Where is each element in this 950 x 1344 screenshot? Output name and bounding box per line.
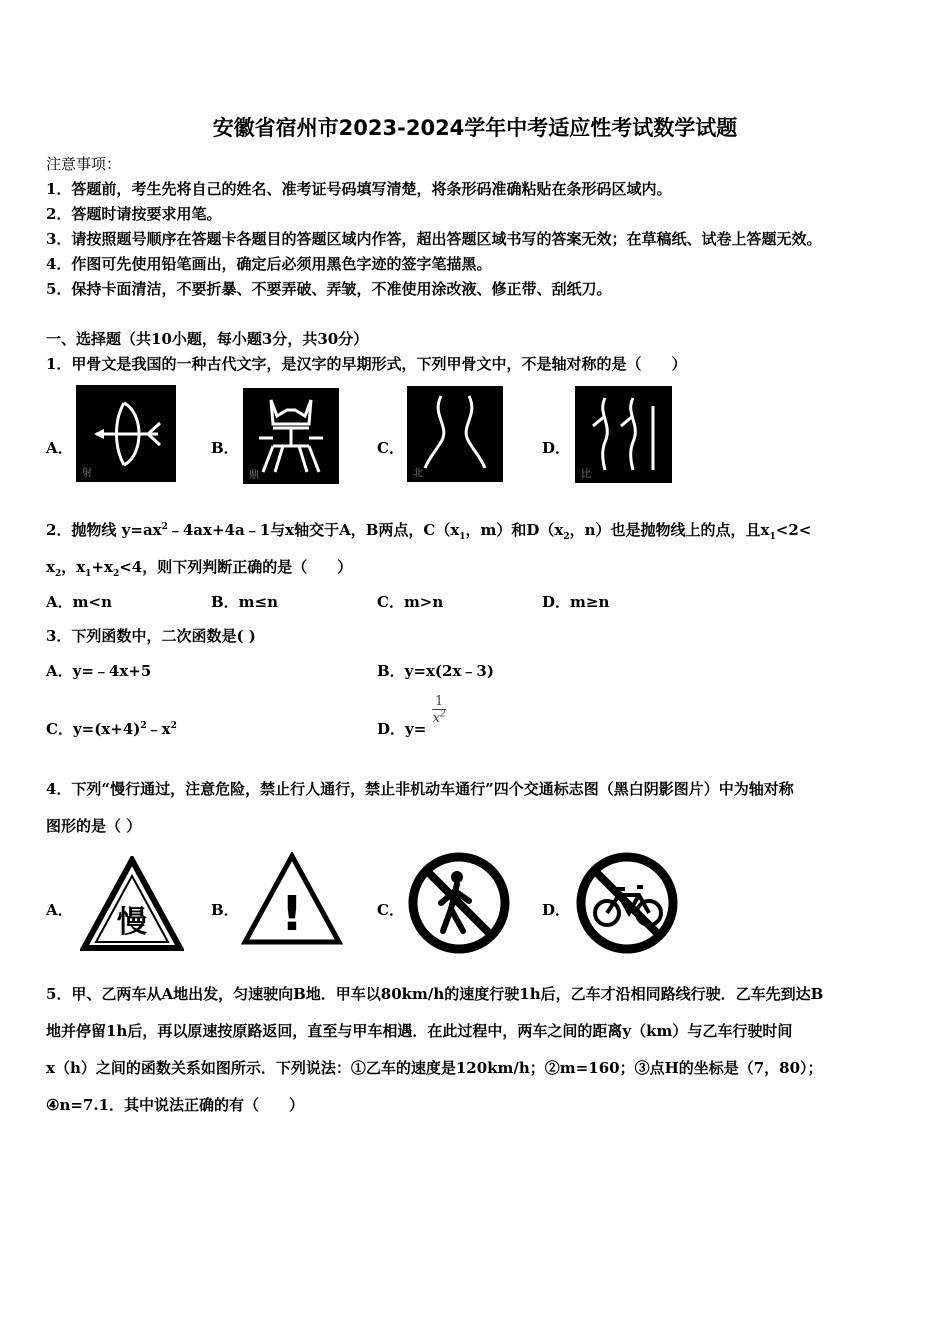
question-5-line-2: 地并停留1h后，再以原速按原路返回，直至与甲车相遇．在此过程中，两车之间的距离y（km）与乙车行驶时间 xyxy=(46,1022,793,1040)
q3-option-b[interactable]: B．y=x(2x﹣3) xyxy=(377,662,494,680)
q2-option-c[interactable]: C．m>n xyxy=(377,593,444,611)
slow-sign-text: 慢 xyxy=(117,905,147,940)
warning-sign-text: ! xyxy=(281,886,303,942)
q2-option-d[interactable]: D．m≥n xyxy=(542,593,610,611)
question-1-text: 1．甲骨文是我国的一种古代文字，是汉字的早期形式，下列甲骨文中，不是轴对称的是（ ） xyxy=(46,355,687,373)
note-item: 5．保持卡面清洁，不要折暴、不要弄破、弄皱，不准使用涂改液、修正带、刮纸刀。 xyxy=(46,280,612,298)
q2-option-b[interactable]: B．m≤n xyxy=(211,593,279,611)
q4-option-c-label[interactable]: C． xyxy=(377,901,404,919)
glyph-caption: 比 xyxy=(581,469,591,480)
oracle-glyph-bei-image xyxy=(407,386,503,482)
q2-option-a[interactable]: A．m<n xyxy=(46,593,112,611)
question-5-line-4: ④n=7.1．其中说法正确的有（ ） xyxy=(46,1096,305,1114)
q3-option-c[interactable]: C．$y=(x+4)^2﹣x^2$ xyxy=(46,720,177,738)
glyph-caption: 鼎 xyxy=(249,470,259,481)
note-item: 4．作图可先使用铅笔画出，确定后必须用黑色字迹的签字笔描黑。 xyxy=(46,255,492,273)
q3-option-d[interactable]: D．y= xyxy=(377,720,427,738)
notes-heading: 注意事项： xyxy=(46,155,122,173)
slow-sign-icon xyxy=(80,856,184,952)
glyph-caption: 北 xyxy=(413,468,423,479)
note-item: 1．答题前，考生先将自己的姓名、准考证号码填写清楚，将条形码准确粘贴在条形码区域内。 xyxy=(46,180,672,198)
question-5-line-1: 5．甲、乙两车从A地出发，匀速驶向B地．甲车以80km/h的速度行驶1h后，乙车才沿相同路线行驶．乙车先到达B xyxy=(46,985,824,1003)
question-4-line-1: 4．下列“慢行通过，注意危险，禁止行人通行，禁止非机动车通行”四个交通标志图（黑白阴影图片）中为轴对称 xyxy=(46,780,794,798)
q4-option-b-label[interactable]: B． xyxy=(211,901,239,919)
page-title: 安徽省宿州市2023-2024学年中考适应性考试数学试题 xyxy=(212,116,738,140)
question-4-line-2: 图形的是（ ） xyxy=(46,817,142,835)
glyph-caption: 射 xyxy=(82,468,92,479)
q4-option-a-label[interactable]: A． xyxy=(46,901,73,919)
no-bicycle-sign-icon xyxy=(575,851,679,955)
question-5-line-3: x（h）之间的函数关系如图所示．下列说法：①乙车的速度是120km/h；②m=160；③点H的坐标是（7，80）； xyxy=(46,1059,823,1077)
question-2-line-1: 2．抛物线 $y=ax^2﹣4ax+4a﹣1$与x轴交于A，B两点，$C(x_1$，m）和$D(x_2$，n）也是抛物线上的点，且$x_1<2<$ xyxy=(46,521,812,542)
question-3-text: 3．下列函数中，二次函数是( ) xyxy=(46,627,256,645)
no-pedestrian-sign-icon xyxy=(407,851,511,955)
q1-option-c-label[interactable]: C． xyxy=(377,439,404,457)
warning-sign-icon xyxy=(241,852,343,946)
oracle-glyph-ding-image xyxy=(243,388,339,484)
q3-option-d-fraction: $\frac{1}{x^2}$ xyxy=(432,694,446,727)
q4-option-d-label[interactable]: D． xyxy=(542,901,571,919)
q1-option-a-label[interactable]: A． xyxy=(46,439,73,457)
section-heading: 一、选择题（共10小题，每小题3分，共30分） xyxy=(46,330,369,348)
note-item: 3．请按照题号顺序在答题卡各题目的答题区域内作答，超出答题区域书写的答案无效；在草稿纸、试卷上答题无效。 xyxy=(46,230,822,248)
q1-option-b-label[interactable]: B． xyxy=(211,439,239,457)
oracle-glyph-bi-image xyxy=(575,386,672,483)
q3-option-a[interactable]: A．y=﹣4x+5 xyxy=(46,662,152,680)
note-item: 2．答题时请按要求用笔。 xyxy=(46,205,222,223)
q1-option-d-label[interactable]: D． xyxy=(542,439,571,457)
oracle-glyph-she-image xyxy=(76,385,176,482)
question-2-line-2: $x_2$，$x_1+x_2<4$，则下列判断正确的是（ ） xyxy=(46,558,353,579)
